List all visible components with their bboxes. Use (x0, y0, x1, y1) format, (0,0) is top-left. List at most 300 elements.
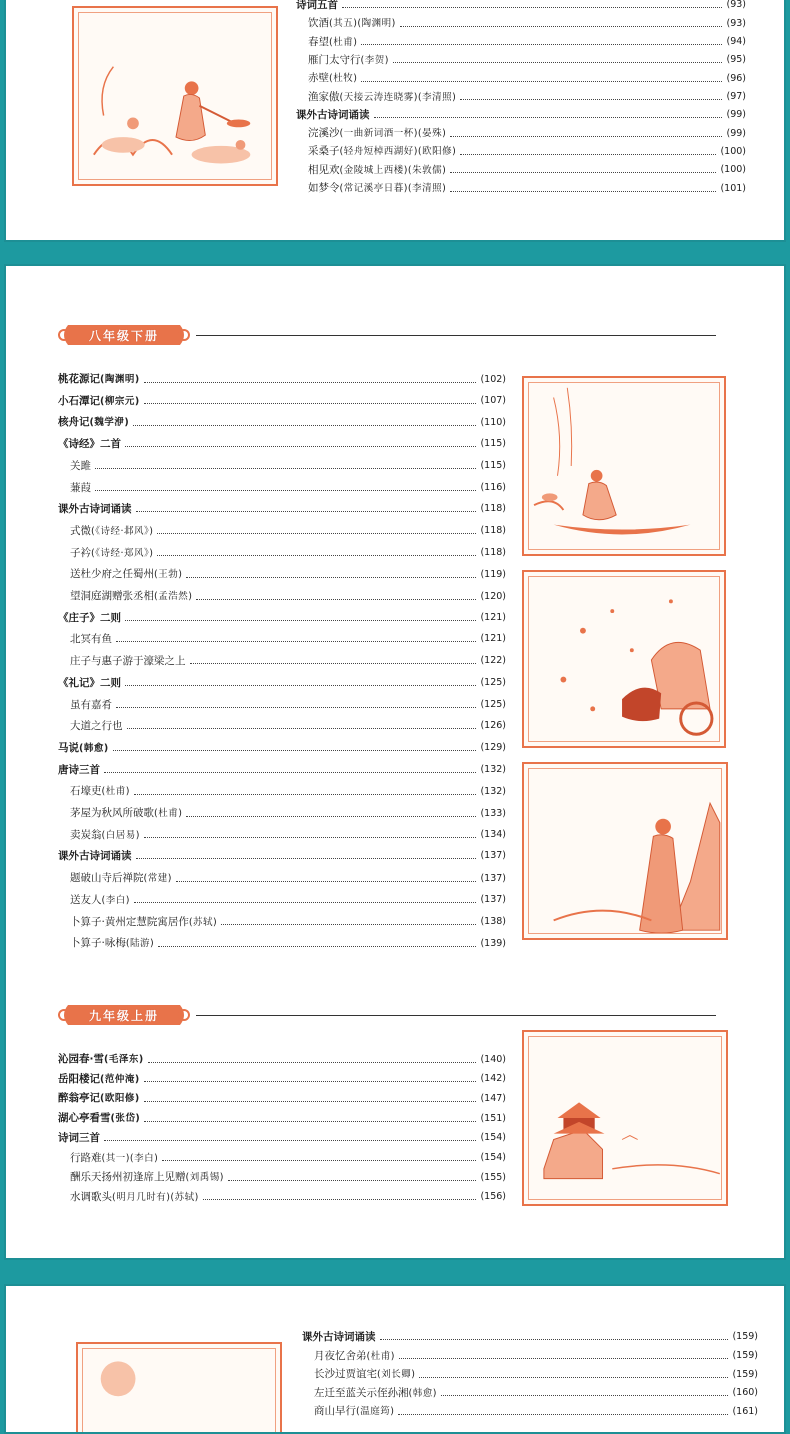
toc-entry[interactable] (58, 502, 506, 516)
toc-entry-title (296, 144, 456, 159)
toc-entry-title (58, 915, 217, 930)
toc-author-text: (陆游) (125, 938, 155, 950)
toc-entry[interactable] (58, 394, 506, 409)
toc-title-text: 酬乐天扬州初逢席上见赠 (70, 1171, 186, 1184)
toc-entry[interactable] (58, 567, 506, 582)
toc-page-number: (97) (726, 91, 746, 102)
illustration-lady-boat (522, 376, 726, 556)
illustration-ox-cart (522, 570, 726, 748)
toc-page-number: (118) (480, 547, 506, 559)
toc-entry-title (58, 459, 91, 473)
toc-title-text: 式微 (70, 524, 91, 537)
toc-title-text: 卖炭翁 (70, 828, 102, 841)
toc-author-text: (杜甫) (329, 36, 358, 48)
toc-leader-dots (186, 576, 476, 578)
toc-page-number: (121) (480, 611, 506, 623)
toc-entry[interactable] (58, 415, 506, 430)
toc-page-number: (115) (480, 459, 506, 471)
toc-author-text: (欧阳修) (100, 1093, 140, 1105)
toc-entry-title (58, 806, 182, 821)
toc-entry[interactable] (302, 1330, 758, 1344)
toc-author-text: (一曲新词酒一杯)(晏殊) (339, 128, 447, 140)
toc-entry[interactable] (58, 915, 506, 930)
toc-leader-dots (116, 706, 476, 708)
toc-leader-dots (398, 1413, 728, 1415)
toc-leader-dots (144, 381, 477, 383)
toc-entry[interactable] (58, 372, 506, 387)
toc-title-text: 庄子与惠子游于濠梁之上 (70, 655, 186, 668)
toc-leader-dots (399, 1357, 729, 1359)
toc-author-text: (刘长卿) (377, 1369, 416, 1380)
toc-leader-dots (136, 857, 477, 859)
toc-author-text: (苏轼) (188, 916, 218, 928)
toc-entry-title (58, 698, 112, 712)
toc-entry[interactable] (296, 126, 746, 141)
toc-entry-title (296, 0, 338, 12)
toc-entry-title (58, 437, 121, 451)
toc-entry-title (296, 181, 446, 196)
toc-page-number: (93) (726, 17, 746, 29)
toc-entry-title (58, 1091, 140, 1106)
toc-entry-title (58, 676, 121, 690)
toc-entry-title (296, 126, 446, 141)
toc-title-text: 关雎 (70, 459, 91, 472)
toc-title-text: 饮酒 (308, 17, 329, 30)
toc-page-number: (99) (726, 127, 746, 139)
toc-leader-dots (203, 1198, 477, 1200)
toc-page-number: (120) (480, 590, 506, 602)
toc-entry-title (58, 784, 130, 799)
toc-author-text: (《诗经·邶风》) (91, 525, 154, 537)
toc-leader-dots (104, 1139, 476, 1141)
toc-entry[interactable] (58, 784, 506, 799)
toc-page-number: (147) (480, 1092, 506, 1104)
toc-entry[interactable] (296, 144, 746, 159)
toc-entry-title (296, 163, 446, 178)
toc-title-text: 课外古诗词诵读 (58, 850, 132, 863)
toc-title-text: 蒹葭 (70, 481, 91, 494)
toc-page-number: (118) (480, 503, 506, 515)
toc-title-text: 水调歌头 (70, 1190, 112, 1203)
toc-entry-title (58, 372, 140, 387)
toc-entry[interactable] (58, 893, 506, 908)
toc-page-number: (139) (480, 937, 506, 949)
toc-entry-title (302, 1386, 437, 1401)
toc-entry[interactable] (296, 108, 746, 122)
toc-entry-title (296, 108, 370, 122)
toc-title-text: 课外古诗词诵读 (58, 503, 132, 516)
toc-page-number: (100) (720, 164, 746, 176)
banner-rule (196, 335, 716, 336)
toc-title-text: 课外古诗词诵读 (296, 108, 370, 121)
toc-title-text: 马说 (58, 741, 79, 754)
toc-leader-dots (144, 1120, 476, 1122)
toc-leader-dots (186, 815, 476, 817)
toc-leader-dots (144, 402, 477, 404)
toc-leader-dots (190, 662, 477, 664)
toc-title-text: 虽有嘉肴 (70, 698, 112, 711)
illustration-scholar-cliff (522, 762, 728, 940)
toc-entry[interactable] (58, 1190, 506, 1205)
toc-author-text: (杜甫) (101, 786, 130, 798)
lady-lotus-icon (74, 8, 276, 184)
banner-rule (196, 1015, 716, 1016)
toc-entry[interactable] (58, 676, 506, 690)
toc-page-number: (159) (732, 1368, 758, 1380)
toc-title-text: 《诗经》二首 (58, 438, 121, 451)
toc-page-number: (102) (480, 373, 506, 385)
toc-author-text: (韩愈) (408, 1387, 437, 1399)
toc-leader-dots (393, 61, 723, 63)
toc-title-text: 石壕吏 (70, 785, 102, 798)
toc-entry-title (58, 828, 140, 843)
toc-title-text: 送友人 (70, 893, 102, 906)
toc-entry[interactable] (296, 0, 746, 12)
toc-leader-dots (441, 1394, 729, 1396)
toc-entry[interactable] (58, 806, 506, 821)
toc-page-number: (132) (480, 763, 506, 775)
toc-title-text: 北冥有鱼 (70, 633, 112, 646)
toc-page-number: (154) (480, 1131, 506, 1143)
toc-entry-title (58, 871, 172, 886)
toc-entry[interactable] (296, 35, 746, 50)
toc-title-text: 卜算子·黄州定慧院寓居作 (70, 915, 189, 928)
ox-cart-icon (524, 572, 724, 746)
toc-title-text: 核舟记 (58, 416, 90, 429)
toc-entry[interactable] (58, 524, 506, 539)
toc-page-number: (119) (480, 568, 506, 580)
toc-entry[interactable] (58, 632, 506, 646)
toc-leader-dots (361, 80, 722, 82)
toc-title-text: 左迁至蓝关示侄孙湘 (314, 1386, 409, 1399)
toc-entry-title (58, 893, 130, 908)
toc-title-text: 送杜少府之任蜀州 (70, 568, 154, 581)
toc-author-text: (李贺) (360, 54, 389, 66)
toc-title-text: 如梦令 (308, 182, 340, 194)
toc-page-number: (122) (480, 655, 506, 667)
toc-author-text: (陶渊明) (100, 374, 140, 385)
toc-entry-title (58, 1072, 140, 1087)
toc-leader-dots (95, 489, 476, 491)
toc-leader-dots (127, 727, 477, 729)
book-page-top (4, 0, 786, 242)
toc-page-number: (137) (480, 894, 506, 906)
toc-title-text: 商山早行 (314, 1405, 356, 1417)
toc-entry[interactable] (58, 546, 506, 561)
toc-entry[interactable] (58, 459, 506, 473)
toc-page-number: (121) (480, 633, 506, 645)
toc-author-text: (范仲淹) (100, 1073, 140, 1085)
moon-icon (78, 1344, 280, 1434)
toc-author-text: (李白) (101, 894, 130, 906)
toc-author-text: (杜牧) (329, 73, 358, 85)
toc-title-text: 诗词五首 (296, 0, 338, 11)
toc-entry[interactable] (58, 481, 506, 495)
toc-page-number: (125) (480, 676, 506, 688)
toc-leader-dots (374, 116, 723, 118)
toc-title-text: 雁门太守行 (308, 53, 361, 66)
toc-leader-dots (116, 640, 476, 642)
toc-leader-dots (228, 1179, 477, 1181)
tower-pavilion-icon (524, 1032, 726, 1204)
toc-author-text: (柳宗元) (100, 395, 140, 407)
toc-entry[interactable] (58, 589, 506, 604)
toc-title-text: 题破山寺后禅院 (70, 872, 144, 885)
toc-entry[interactable] (302, 1386, 758, 1401)
toc-author-text: (张岱) (110, 1113, 141, 1125)
toc-entry[interactable] (58, 828, 506, 843)
toc-entry[interactable] (58, 763, 506, 777)
toc-entry-title (58, 415, 129, 430)
toc-title-text: 行路难 (70, 1151, 102, 1164)
toc-author-text: (韩愈) (79, 742, 109, 754)
toc-entry-title (302, 1349, 395, 1364)
toc-leader-dots (450, 135, 722, 137)
toc-entry[interactable] (302, 1349, 758, 1364)
toc-page-number: (93) (726, 0, 746, 10)
toc-entry-title (296, 53, 389, 68)
toc-entry[interactable] (58, 1052, 506, 1067)
toc-leader-dots (157, 554, 476, 556)
lady-boat-icon (524, 378, 724, 554)
banner-label: 八年级下册 (88, 328, 159, 343)
toc-entry-title (58, 1111, 140, 1126)
toc-page-number: (159) (732, 1331, 758, 1342)
illustration-lady-lotus (72, 6, 278, 186)
toc-entry-title (58, 654, 186, 668)
toc-page-number: (160) (732, 1387, 758, 1398)
toc-title-text: 月夜忆舍弟 (314, 1349, 367, 1362)
toc-page-number: (137) (480, 872, 506, 884)
toc-page-number: (137) (480, 850, 506, 862)
toc-entry-title (296, 16, 396, 31)
toc-leader-dots (158, 945, 476, 947)
toc-entry-title (296, 35, 357, 50)
toc-entry-title (58, 502, 132, 516)
toc-author-text: (常记溪亭日暮)(李清照) (339, 183, 447, 194)
toc-page-number: (115) (480, 438, 506, 450)
toc-entry[interactable] (296, 16, 746, 31)
toc-title-text: 子衿 (70, 546, 91, 559)
toc-leader-dots (144, 1080, 477, 1082)
toc-page-number: (138) (480, 916, 506, 927)
book-page-bottom (4, 1284, 786, 1434)
toc-page-number: (134) (480, 829, 506, 841)
toc-author-text: (常建) (143, 873, 172, 885)
toc-page-number: (142) (480, 1073, 506, 1085)
toc-leader-dots (144, 1100, 477, 1102)
toc-title-text: 浣溪沙 (308, 127, 340, 140)
toc-title-text: 长沙过贾谊宅 (314, 1368, 377, 1380)
toc-entry-title (296, 71, 357, 86)
toc-author-text: (杜甫) (366, 1350, 395, 1362)
toc-entry[interactable] (58, 871, 506, 886)
toc-leader-dots (134, 793, 477, 795)
toc-entry-title (58, 632, 112, 646)
toc-title-text: 渔家傲 (308, 90, 340, 103)
toc-author-text: (魏学洢) (89, 417, 130, 429)
toc-entry-title (58, 1190, 199, 1205)
toc-author-text: (《诗经·郑风》) (91, 547, 154, 559)
toc-leader-dots (450, 190, 716, 192)
toc-entry[interactable] (58, 741, 506, 756)
toc-title-text: 《庄子》二则 (58, 611, 121, 624)
toc-entry-title (58, 567, 182, 582)
toc-entry[interactable] (296, 181, 746, 196)
toc-page-number: (101) (720, 182, 746, 194)
toc-page-number: (151) (480, 1112, 506, 1124)
toc-leader-dots (162, 1159, 476, 1161)
toc-entry-title (58, 741, 109, 756)
toc-entry-title (58, 849, 132, 863)
toc-entry[interactable] (58, 849, 506, 863)
toc-leader-dots (144, 836, 477, 838)
toc-page-number: (107) (480, 395, 506, 407)
toc-author-text: (天接云涛连晓雾)(李清照) (339, 91, 457, 103)
toc-page-number: (94) (726, 36, 746, 48)
toc-leader-dots (221, 923, 476, 925)
toc-entry[interactable] (302, 1367, 758, 1382)
toc-entry[interactable] (58, 1091, 506, 1106)
toc-title-text: 大道之行也 (70, 720, 123, 733)
toc-page-number: (126) (480, 720, 506, 732)
toc-leader-dots (400, 25, 723, 27)
toc-leader-dots (133, 424, 476, 426)
toc-title-text: 沁园春·雪 (58, 1053, 104, 1065)
toc-entry[interactable] (58, 1131, 506, 1145)
toc-entry[interactable] (58, 1170, 506, 1185)
toc-leader-dots (342, 6, 722, 8)
toc-entry-title (302, 1404, 394, 1419)
toc-title-text: 唐诗三首 (58, 763, 100, 776)
toc-title-text: 诗词三首 (58, 1131, 100, 1144)
toc-entry[interactable] (58, 1151, 506, 1166)
toc-author-text: (王勃) (154, 569, 183, 581)
toc-page-number: (156) (480, 1191, 506, 1203)
toc-title-text: 赤壁 (308, 72, 329, 85)
toc-title-text: 岳阳楼记 (58, 1072, 100, 1085)
toc-entry-title (58, 524, 153, 539)
toc-leader-dots (125, 445, 476, 447)
toc-title-text: 春望 (308, 35, 329, 48)
toc-entry-title (58, 546, 153, 561)
toc-author-text: (白居易) (101, 829, 140, 841)
toc-page-number: (155) (480, 1171, 506, 1183)
toc-entry[interactable] (58, 698, 506, 712)
toc-entry[interactable] (58, 1072, 506, 1087)
toc-title-text: 采桑子 (308, 145, 340, 158)
toc-author-text: (明月几时有)(苏轼) (112, 1191, 199, 1203)
section-banner-grade9-vol1 (58, 1002, 716, 1028)
toc-entry[interactable] (296, 71, 746, 86)
toc-title-text: 卜算子·咏梅 (70, 937, 126, 950)
toc-entry-title (58, 481, 91, 495)
toc-leader-dots (113, 749, 477, 751)
toc-title-text: 相见欢 (308, 163, 340, 176)
toc-author-text: (其五)(陶渊明) (329, 18, 396, 30)
toc-entry-title (58, 589, 192, 604)
toc-leader-dots (136, 510, 477, 512)
scholar-cliff-icon (524, 764, 726, 938)
toc-entry[interactable] (302, 1404, 758, 1419)
toc-page-number: (159) (732, 1350, 758, 1361)
toc-page-number: (95) (726, 54, 746, 66)
toc-entry-title (296, 90, 456, 105)
toc-page-number: (140) (480, 1053, 506, 1065)
toc-page-number: (96) (726, 72, 746, 84)
toc-page-number: (161) (732, 1405, 758, 1417)
toc-title-text: 望洞庭湖赠张丞相 (70, 590, 154, 602)
toc-entry-title (58, 719, 123, 733)
toc-title-text: 桃花源记 (58, 373, 100, 385)
toc-author-text: (轻舟短棹西湖好)(欧阳修) (339, 146, 457, 158)
toc-entry[interactable] (296, 53, 746, 68)
toc-entry[interactable] (58, 1111, 506, 1126)
toc-title-text: 湖心亭看雪 (58, 1112, 111, 1125)
toc-leader-dots (95, 467, 476, 469)
toc-title-text: 醉翁亭记 (58, 1092, 100, 1105)
toc-author-text: (刘禹锡) (185, 1172, 224, 1184)
toc-page-number: (118) (480, 525, 506, 537)
toc-page-number: (110) (480, 416, 506, 428)
toc-entry[interactable] (58, 437, 506, 451)
toc-page-number: (100) (720, 145, 746, 157)
toc-author-text: (温庭筠) (356, 1406, 395, 1417)
toc-title-text: 小石潭记 (58, 394, 100, 407)
toc-author-text: (杜甫) (154, 808, 183, 819)
toc-leader-dots (460, 98, 722, 100)
toc-page-number: (154) (480, 1152, 506, 1163)
toc-author-text: (孟浩然) (154, 591, 193, 602)
toc-entry-title (58, 611, 121, 625)
toc-entry-title (58, 1131, 100, 1145)
toc-entry-title (302, 1330, 376, 1344)
toc-title-text: 茅屋为秋风所破歌 (70, 807, 154, 819)
section-banner-grade8-vol2 (58, 322, 716, 348)
toc-page-number: (132) (480, 785, 506, 797)
toc-leader-dots (148, 1061, 477, 1063)
toc-entry[interactable] (58, 719, 506, 733)
toc-page-number: (125) (480, 698, 506, 710)
toc-entry-title (58, 394, 140, 409)
toc-page-number: (99) (726, 108, 746, 120)
toc-entry[interactable] (58, 611, 506, 625)
toc-entry-title (302, 1367, 415, 1382)
toc-leader-dots (176, 880, 477, 882)
toc-leader-dots (125, 619, 476, 621)
toc-entry-title (58, 936, 154, 951)
toc-entry[interactable] (296, 163, 746, 178)
toc-entry-title (58, 1170, 224, 1185)
toc-entry[interactable] (296, 90, 746, 105)
toc-author-text: (其一)(李白) (101, 1152, 159, 1164)
toc-leader-dots (157, 532, 476, 534)
toc-leader-dots (460, 153, 716, 155)
toc-leader-dots (450, 171, 716, 173)
toc-entry[interactable] (58, 654, 506, 668)
toc-entry[interactable] (58, 936, 506, 951)
toc-leader-dots (134, 901, 477, 903)
book-page-middle (4, 264, 786, 1260)
toc-leader-dots (125, 684, 476, 686)
toc-author-text: (金陵城上西楼)(朱敦儒) (339, 164, 447, 176)
banner-label: 九年级上册 (88, 1008, 159, 1023)
toc-entry-title (58, 1151, 158, 1166)
toc-author-text: (毛泽东) (104, 1054, 144, 1065)
toc-leader-dots (419, 1376, 728, 1378)
toc-leader-dots (104, 771, 476, 773)
toc-entry-title (58, 763, 100, 777)
